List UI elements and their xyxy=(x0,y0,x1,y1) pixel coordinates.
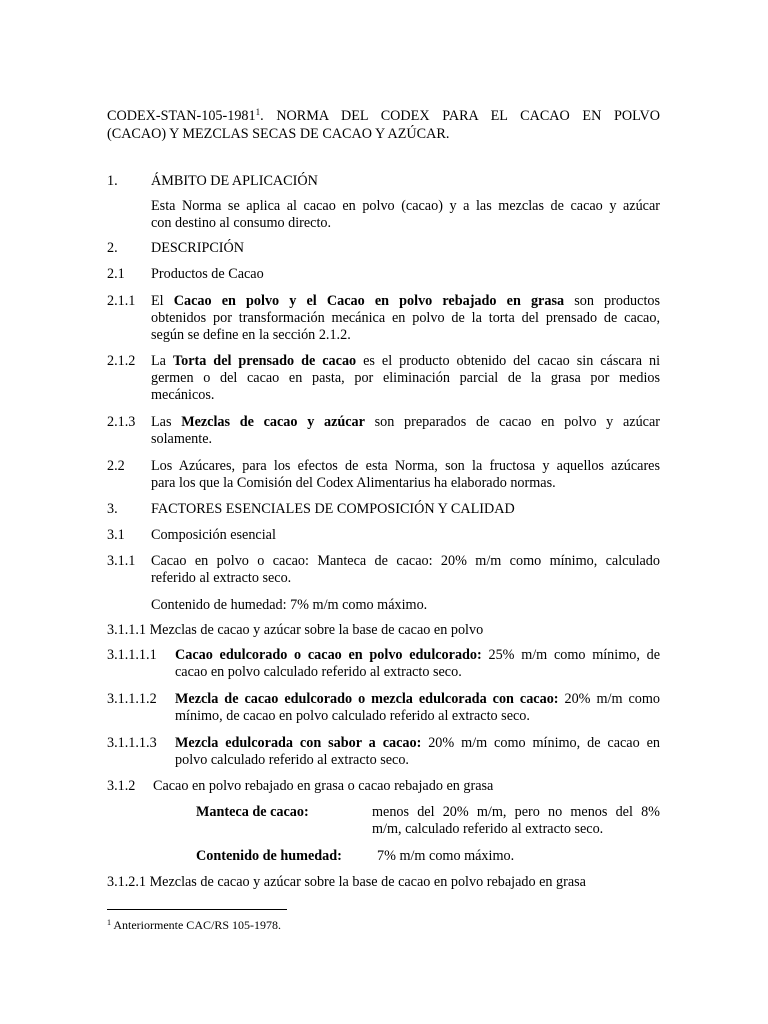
section-number: 2.1.3 xyxy=(107,414,136,430)
paragraph-line: Mezcla de cacao edulcorado o mezcla edulcorada con cacao: 20% m/m como xyxy=(175,691,660,707)
paragraph-line: Las Mezclas de cacao y azúcar son preparados de cacao en polvo y azúcar xyxy=(151,414,660,430)
subsection-heading: Productos de Cacao xyxy=(151,266,264,282)
subsection-heading: 3.1.1.1 Mezclas de cacao y azúcar sobre la base de cacao en polvo xyxy=(107,622,484,638)
paragraph-line: mecánicos. xyxy=(151,387,215,403)
section-number: 3.1.1.1.1 xyxy=(107,647,157,663)
humedad-label: Contenido de humedad: xyxy=(196,848,342,864)
subsection-heading: Composición esencial xyxy=(151,527,276,543)
manteca-value: m/m, calculado referido al extracto seco. xyxy=(372,821,604,837)
section-number: 2.2 xyxy=(107,458,125,474)
paragraph-line: para los que la Comisión del Codex Alimentarius ha elaborado normas. xyxy=(151,475,556,491)
footnote-text: Anteriormente CAC/RS 105-1978. xyxy=(111,918,281,932)
paragraph-line: mínimo, de cacao en polvo calculado referido al extracto seco. xyxy=(175,708,530,724)
paragraph-line: La Torta del prensado de cacao es el producto obtenido del cacao sin cáscara ni xyxy=(151,353,661,369)
defined-term: Mezcla de cacao edulcorado o mezcla edulcorada con cacao: xyxy=(175,691,559,707)
document-title-line-1 xyxy=(107,108,660,125)
paragraph-line: polvo calculado referido al extracto seco. xyxy=(175,752,409,768)
section-number: 3.1 xyxy=(107,527,125,543)
subsection-heading: 3.1.2.1 Mezclas de cacao y azúcar sobre la base de cacao en polvo rebajado en grasa xyxy=(107,874,586,890)
defined-term: Cacao en polvo y el Cacao en polvo rebajado en grasa xyxy=(173,293,565,309)
standard-code: CODEX-STAN-105-1981 xyxy=(107,108,256,124)
title-text: . NORMA DEL CODEX PARA EL CACAO EN POLVO xyxy=(260,108,660,124)
section-number: 1. xyxy=(107,173,118,189)
humedad-value: 7% m/m como máximo. xyxy=(377,848,515,864)
section-heading: DESCRIPCIÓN xyxy=(151,240,245,256)
paragraph-line: Cacao en polvo o cacao: Manteca de cacao: 20% m/m como mínimo, calculado xyxy=(151,553,660,569)
footnote-mark: 1 xyxy=(107,918,111,927)
paragraph-line: cacao en polvo calculado referido al extracto seco. xyxy=(175,664,462,680)
paragraph-line: referido al extracto seco. xyxy=(151,570,292,586)
paragraph-line: con destino al consumo directo. xyxy=(151,215,332,231)
section-number: 3.1.1 xyxy=(107,553,136,569)
defined-term: Mezclas de cacao y azúcar xyxy=(181,414,365,430)
section-number: 3.1.1.1.3 xyxy=(107,735,157,751)
section-number: 3.1.2 xyxy=(107,778,136,794)
defined-term: Mezcla edulcorada con sabor a cacao: xyxy=(175,735,422,751)
paragraph-line: Mezcla edulcorada con sabor a cacao: 20% m/m como mínimo, de cacao en xyxy=(175,735,660,751)
defined-term: Torta del prensado de cacao xyxy=(172,353,357,369)
section-number: 2. xyxy=(107,240,118,256)
footnote-reference: 1 xyxy=(255,107,261,117)
section-heading: ÁMBITO DE APLICACIÓN xyxy=(151,173,318,189)
section-number: 2.1.1 xyxy=(107,293,136,309)
footnote xyxy=(107,917,281,934)
paragraph-line: Esta Norma se aplica al cacao en polvo (cacao) y a las mezclas de cacao y azúcar xyxy=(151,198,660,214)
section-number: 2.1.2 xyxy=(107,353,136,369)
section-number: 3.1.1.1.2 xyxy=(107,691,157,707)
section-heading: FACTORES ESENCIALES DE COMPOSICIÓN Y CALIDAD xyxy=(151,501,515,517)
section-number: 2.1 xyxy=(107,266,125,282)
document-title-line-2: (CACAO) Y MEZCLAS SECAS DE CACAO Y AZÚCAR. xyxy=(107,126,450,142)
paragraph-line: El Cacao en polvo y el Cacao en polvo rebajado en grasa son productos xyxy=(151,293,661,309)
paragraph-line: según se define en la sección 2.1.2. xyxy=(151,327,351,343)
paragraph-line: solamente. xyxy=(151,431,213,447)
paragraph-line: Contenido de humedad: 7% m/m como máximo. xyxy=(151,597,428,613)
paragraph-line: germen o del cacao en pasta, por eliminación parcial de la grasa por medios xyxy=(151,370,660,386)
section-number: 3. xyxy=(107,501,118,517)
manteca-label: Manteca de cacao: xyxy=(196,804,309,820)
subsection-heading: Cacao en polvo rebajado en grasa o cacao rebajado en grasa xyxy=(153,778,494,794)
paragraph-line: Los Azúcares, para los efectos de esta Norma, son la fructosa y aquellos azúcares xyxy=(151,458,660,474)
paragraph-line: obtenidos por transformación mecánica en polvo de la torta del prensado de cacao, xyxy=(151,310,660,326)
paragraph-line: Cacao edulcorado o cacao en polvo edulcorado: 25% m/m como mínimo, de xyxy=(175,647,660,663)
manteca-value: menos del 20% m/m, pero no menos del 8% xyxy=(372,804,660,820)
footnote-rule xyxy=(107,909,287,910)
defined-term: Cacao edulcorado o cacao en polvo edulcorado: xyxy=(175,647,482,663)
